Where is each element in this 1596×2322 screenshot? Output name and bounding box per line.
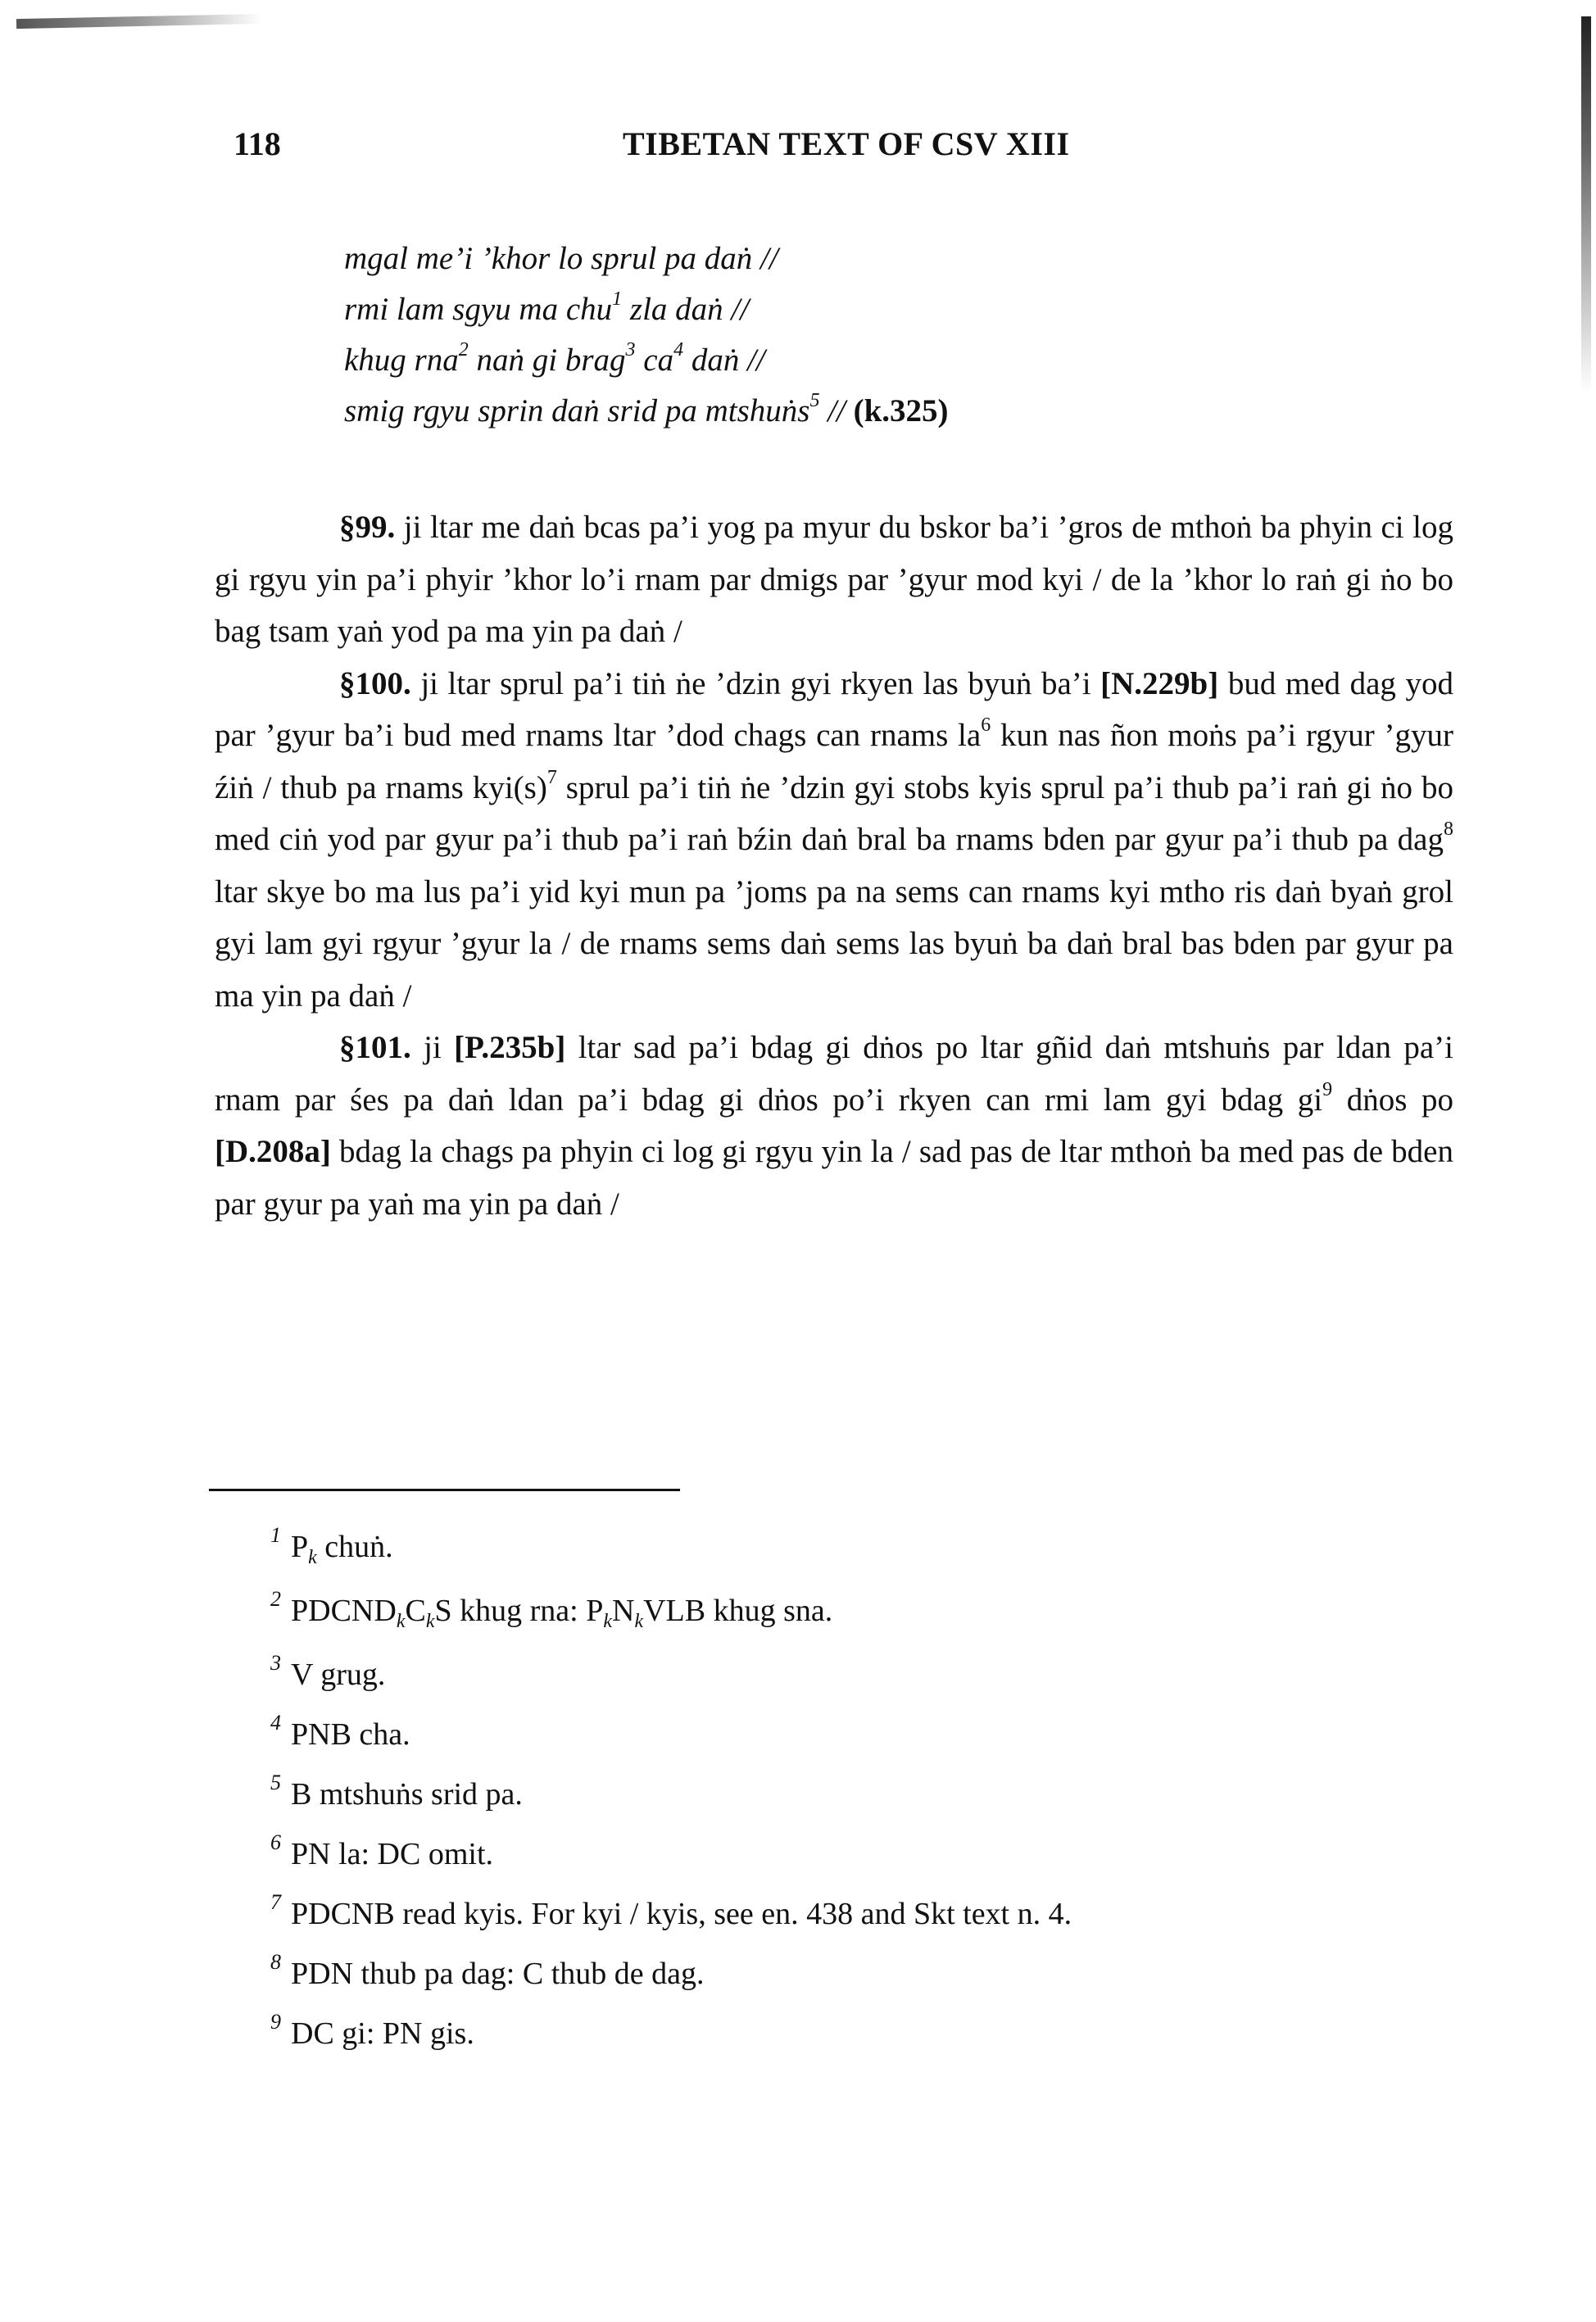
scan-artifact-top xyxy=(16,14,262,29)
footnote-marker: 9 xyxy=(1322,1078,1333,1100)
verse-line: rmi lam sgyu ma chu$^1$ zla daṅ // xyxy=(344,288,750,327)
footnote-marker: 3 xyxy=(625,339,636,361)
verse-line: smig rgyu sprin daṅ srid pa mtshuṅs$^5$ // (k.325) xyxy=(344,390,949,429)
footnote-marker: 8 xyxy=(1444,819,1453,840)
footnotes xyxy=(270,1517,1335,2064)
verse-line: khug rna$^2$ naṅ gi brag$^3$ $ca^4$ daṅ // xyxy=(344,339,765,378)
footnote: $^6$ PN la: DC omit. xyxy=(270,1830,494,1871)
footnote: $^8$ PDN thub pa dag: C thub de dag. xyxy=(270,1950,705,1991)
footnote-marker: 6 xyxy=(981,714,991,736)
body-text xyxy=(215,501,1453,1230)
page-number: 118 xyxy=(234,125,281,162)
section-label: §101. xyxy=(339,1030,411,1065)
paragraph-99: §99. ji ltar me daṅ bcas pa’i yog pa myur du bskor ba’i ’gros de mthoṅ ba phyin ci log gi rgyu yin pa’i phyir ’khor lo’i rnam par dmigs par ’gyur mod kyi / de la ’khor lo raṅ gi ṅo bo bag tsam yaṅ yod pa ma yin pa daṅ / xyxy=(215,510,1453,649)
edition-reference: (k.325) xyxy=(853,393,949,429)
footnote-divider xyxy=(209,1489,680,1491)
edition-reference: [P.235b] xyxy=(454,1030,566,1065)
footnote-marker: 7 xyxy=(546,766,557,788)
footnote-marker: 5 xyxy=(809,390,820,411)
footnote: $^9$ DC gi: PN gis. xyxy=(270,2010,474,2051)
footnote: $^1$ $P_k$ chuṅ. xyxy=(270,1523,393,1568)
verse-line: mgal me’i ’khor lo sprul pa daṅ // xyxy=(344,241,778,276)
section-label: §99. xyxy=(339,510,396,545)
footnote: $^7$ PDCNB read kyis. For kyi / kyis, see en. 438 and Skt text n. 4. xyxy=(270,1890,1072,1931)
footnote-marker: 1 xyxy=(612,288,623,310)
scan-artifact-right-edge xyxy=(1581,16,1591,393)
footnote: $^2$ $PDCND_kC_kS$ khug rna: $P_kN_kVLB$ khug sna. xyxy=(270,1587,833,1632)
footnote-marker: 4 xyxy=(673,339,684,361)
footnote-marker: 2 xyxy=(458,339,469,361)
edition-reference: [N.229b] xyxy=(1100,665,1219,701)
footnote: $^3$ V grug. xyxy=(270,1651,386,1692)
paragraph-101: §101. ji [P.235b] ltar sad pa’i bdag gi dṅos po ltar gñid daṅ mtshuṅs par ldan pa’i rnam par śes pa daṅ ldan pa’i bdag gi dṅos po’i rkyen can rmi lam gyi bdag $gi^9$ dṅos po [D.208a] bdag la chags pa phyin ci log gi rgyu yin la / sad pas de ltar mthoṅ ba med pas de bden par gyur pa yaṅ ma yin pa daṅ / xyxy=(215,1030,1453,1222)
paragraph-100: §100. ji ltar sprul pa’i tiṅ ṅe ’dzin gyi rkyen las byuṅ ba’i [N.229b] bud med dag yod par ’gyur ba’i bud med rnams ltar ’dod chags can rnams $la^6$ kun nas ñon moṅs pa’i rgyur ’gyur źiṅ / thub pa rnams $kyi(s)^7$ sprul pa’i tiṅ ṅe ’dzin gyi stobs kyis sprul pa’i thub pa’i raṅ gi ṅo bo med ciṅ yod par gyur pa’i thub pa’i raṅ bźin daṅ bral ba rnams bden par gyur pa’i thub pa dag$^8$ ltar skye bo ma lus pa’i yid kyi mun pa ’joms pa na sems can rnams kyi mtho ris daṅ byaṅ grol gyi lam gyi rgyur ’gyur la / de rnams sems daṅ sems las byuṅ ba daṅ bral bas bden par gyur pa ma yin pa daṅ / xyxy=(215,665,1453,1014)
verse-block xyxy=(344,234,1163,437)
section-label: §100. xyxy=(339,665,411,701)
running-title: TIBETAN TEXT OF CSV XIII xyxy=(623,125,1070,162)
footnote: $^5$ B mtshuṅs srid pa. xyxy=(270,1771,523,1812)
edition-reference: [D.208a] xyxy=(215,1134,331,1169)
footnote: $^4$ PNB cha. xyxy=(270,1711,410,1752)
